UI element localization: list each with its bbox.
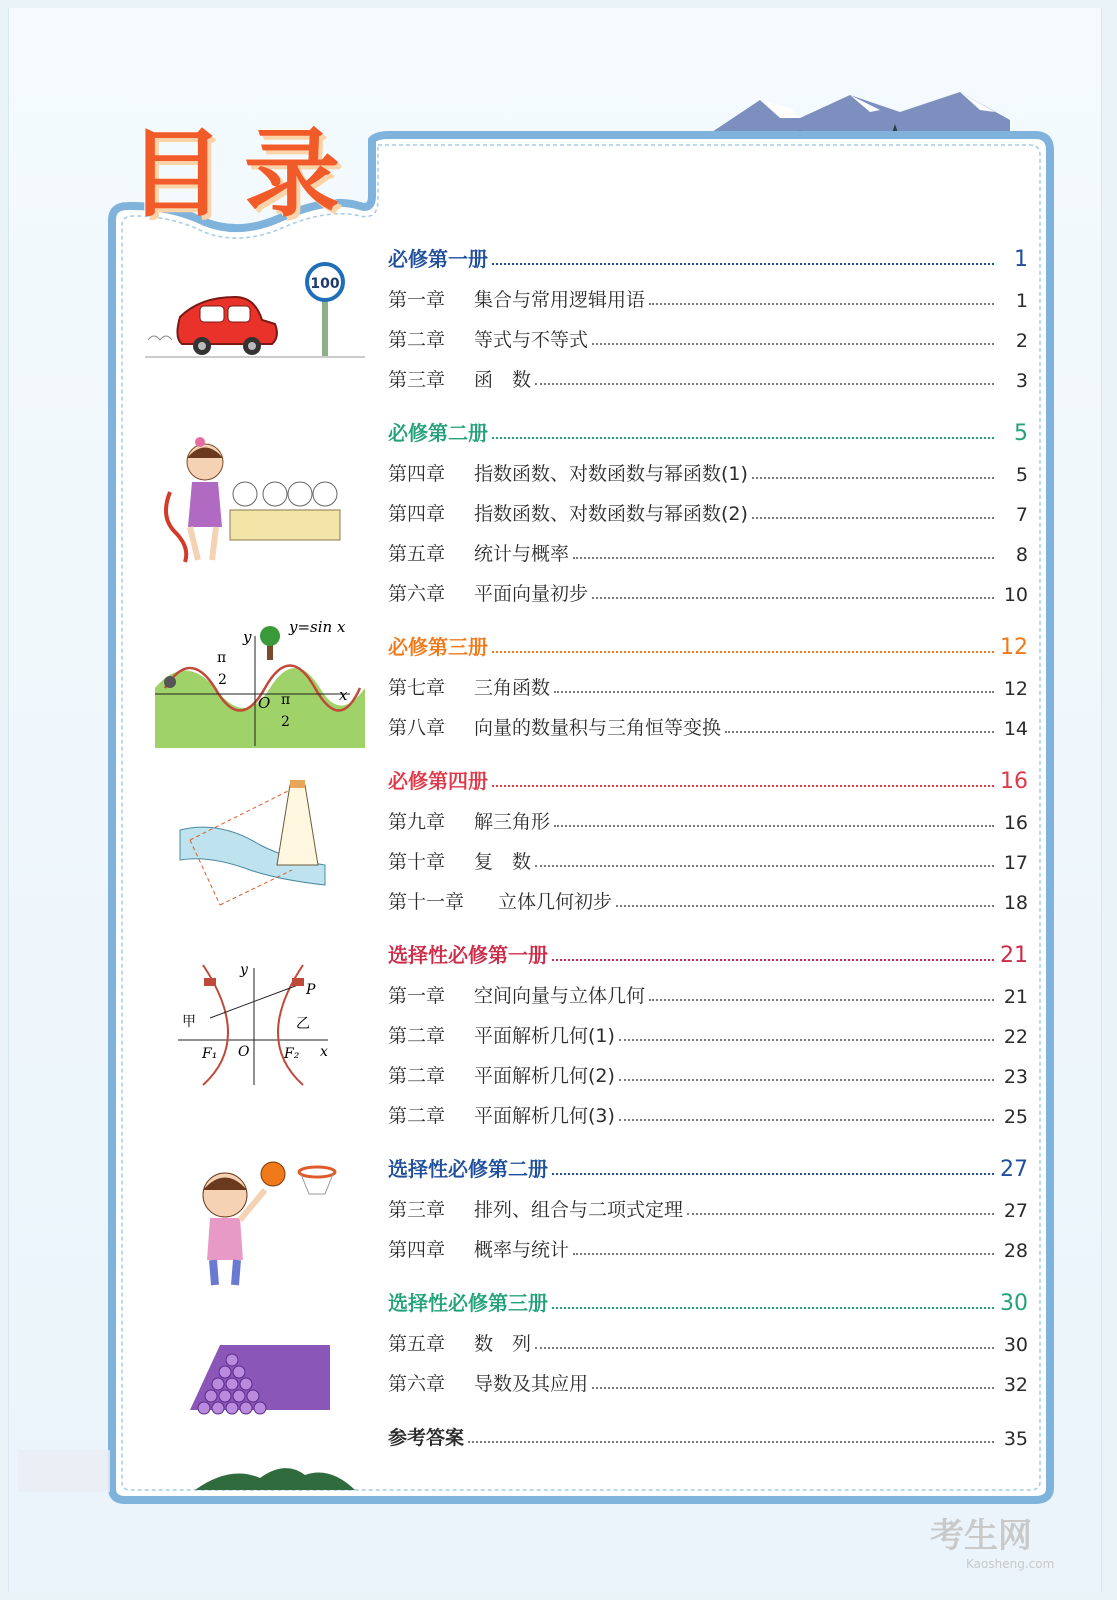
chapter-name: 函 数 xyxy=(474,369,532,391)
chapter-number: 第二章 xyxy=(388,1065,446,1087)
toc-entry[interactable] xyxy=(388,446,1028,486)
toc-section xyxy=(388,406,1028,606)
leader-dots xyxy=(492,263,994,265)
hyperbola-o: O xyxy=(238,1044,250,1060)
toc-section xyxy=(388,232,1028,392)
leader-dots xyxy=(619,1119,994,1121)
toc-section xyxy=(388,1276,1028,1396)
leader-dots xyxy=(573,1253,994,1255)
sine-neg-pi: π xyxy=(217,650,227,666)
chapter-name: 平面解析几何(2) xyxy=(474,1065,615,1087)
toc-answers-entry[interactable] xyxy=(388,1410,1028,1450)
leader-dots xyxy=(535,383,994,385)
toc-section-heading[interactable] xyxy=(388,928,1028,968)
chapter-name: 解三角形 xyxy=(474,811,551,833)
chapter-page: 5 xyxy=(1015,464,1028,486)
chapter-number: 第七章 xyxy=(388,677,446,699)
sine-origin: O xyxy=(258,694,271,712)
chapter-page: 18 xyxy=(1003,892,1028,914)
chapter-page: 2 xyxy=(1015,330,1028,352)
chapter-page: 16 xyxy=(1003,812,1028,834)
section-page: 21 xyxy=(1000,943,1028,968)
toc-entry[interactable] xyxy=(388,794,1028,834)
toc-section xyxy=(388,620,1028,740)
toc-section-heading[interactable] xyxy=(388,754,1028,794)
leader-dots xyxy=(554,825,994,827)
toc-entry[interactable] xyxy=(388,968,1028,1008)
hyperbola-jia: 甲 xyxy=(182,1014,196,1030)
lighthouse-illustration xyxy=(180,780,330,920)
section-page: 1 xyxy=(1014,247,1028,272)
chapter-name: 统计与概率 xyxy=(474,543,570,565)
speed-sign-icon xyxy=(307,264,343,356)
basketball-icon xyxy=(261,1162,285,1186)
leader-dots xyxy=(468,1441,994,1443)
chapter-name: 指数函数、对数函数与幂函数(2) xyxy=(474,503,748,525)
chapter-number: 第九章 xyxy=(388,811,446,833)
chapter-name: 立体几何初步 xyxy=(498,891,613,913)
toc-entry[interactable] xyxy=(388,566,1028,606)
toc-entry[interactable] xyxy=(388,526,1028,566)
toc-section xyxy=(388,1142,1028,1262)
sine-xlabel: x xyxy=(339,686,348,704)
leader-dots xyxy=(616,905,994,907)
chapter-page: 14 xyxy=(1003,718,1028,740)
section-page: 12 xyxy=(1000,635,1028,660)
car-sign-illustration xyxy=(140,262,370,372)
chapter-number: 第六章 xyxy=(388,583,446,605)
chapter-name: 数 列 xyxy=(474,1333,532,1355)
chapter-number: 第一章 xyxy=(388,289,446,311)
chapter-number: 第二章 xyxy=(388,1025,446,1047)
boy-icon xyxy=(203,1173,265,1285)
toc-entry[interactable] xyxy=(388,272,1028,312)
answers-page: 35 xyxy=(1003,1428,1028,1450)
sine-ylabel: y xyxy=(243,628,252,646)
chapter-number: 第五章 xyxy=(388,543,446,565)
girl-lab-illustration xyxy=(160,432,360,572)
section-title: 必修第四册 xyxy=(388,769,488,793)
chapter-name: 平面向量初步 xyxy=(474,583,589,605)
hyperbola-x: x xyxy=(320,1044,328,1060)
section-title: 选择性必修第三册 xyxy=(388,1291,548,1315)
chapter-number: 第五章 xyxy=(388,1333,446,1355)
chapter-number: 第一章 xyxy=(388,985,446,1007)
chapter-number: 第三章 xyxy=(388,369,446,391)
lamps-icon xyxy=(230,482,340,540)
chapter-page: 8 xyxy=(1015,544,1028,566)
toc-entry[interactable] xyxy=(388,660,1028,700)
chapter-page: 1 xyxy=(1015,290,1028,312)
leader-dots xyxy=(725,731,994,733)
page-title: 目录 xyxy=(128,118,360,230)
section-page: 27 xyxy=(1000,1157,1028,1182)
toc-entry[interactable] xyxy=(388,874,1028,914)
chapter-name: 平面解析几何(1) xyxy=(474,1025,615,1047)
chapter-page: 17 xyxy=(1003,852,1028,874)
toc-section-heading[interactable] xyxy=(388,1276,1028,1316)
speed-sign-text: 100 xyxy=(310,276,340,292)
leader-dots xyxy=(649,303,994,305)
leader-dots xyxy=(554,691,994,693)
leader-dots xyxy=(619,1039,994,1041)
toc-entry[interactable] xyxy=(388,1048,1028,1088)
section-title: 选择性必修第一册 xyxy=(388,943,548,967)
leader-dots xyxy=(492,437,994,439)
chapter-name: 导数及其应用 xyxy=(474,1373,589,1395)
chapter-name: 概率与统计 xyxy=(474,1239,570,1261)
toc-entry[interactable] xyxy=(388,1316,1028,1356)
chapter-name: 三角函数 xyxy=(474,677,551,699)
chapter-number: 第十一章 xyxy=(388,891,465,913)
toc-entry[interactable] xyxy=(388,1008,1028,1048)
hyperbola-yi: 乙 xyxy=(296,1016,310,1032)
chapter-number: 第三章 xyxy=(388,1199,446,1221)
section-title: 必修第三册 xyxy=(388,635,488,659)
toc-section xyxy=(388,754,1028,914)
chapter-page: 22 xyxy=(1003,1026,1028,1048)
toc-section-heading[interactable] xyxy=(388,620,1028,660)
section-page: 5 xyxy=(1014,421,1028,446)
chapter-number: 第四章 xyxy=(388,1239,446,1261)
leader-dots xyxy=(592,597,994,599)
section-page: 30 xyxy=(1000,1291,1028,1316)
chapter-page: 10 xyxy=(1003,584,1028,606)
toc-section-heading[interactable] xyxy=(388,232,1028,272)
hoop-icon xyxy=(299,1167,335,1194)
toc-entry[interactable] xyxy=(388,1182,1028,1222)
chapter-number: 第四章 xyxy=(388,503,446,525)
chapter-number: 第二章 xyxy=(388,1105,446,1127)
chapter-name: 复 数 xyxy=(474,851,532,873)
sine-neg-two: 2 xyxy=(218,672,227,688)
toc-entry[interactable] xyxy=(388,486,1028,526)
chapter-name: 集合与常用逻辑用语 xyxy=(474,289,646,311)
sine-graph-illustration xyxy=(155,618,365,748)
leader-dots xyxy=(752,517,994,519)
leader-dots xyxy=(573,557,994,559)
chapter-number: 第四章 xyxy=(388,463,446,485)
section-page: 16 xyxy=(1000,769,1028,794)
leader-dots xyxy=(535,1347,994,1349)
chapter-page: 25 xyxy=(1003,1106,1028,1128)
toc-entry[interactable] xyxy=(388,1088,1028,1128)
hyperbola-y: y xyxy=(240,962,248,978)
watermark-url: Kaosheng.com xyxy=(966,1557,1055,1571)
hyperbola-p: P xyxy=(306,982,316,998)
chapter-name: 等式与不等式 xyxy=(474,329,589,351)
toc-entry[interactable] xyxy=(388,1356,1028,1396)
hyperbola-illustration xyxy=(178,960,348,1090)
leader-dots xyxy=(492,651,994,653)
leader-dots xyxy=(552,959,994,961)
chapter-page: 12 xyxy=(1003,678,1028,700)
chapter-number: 第六章 xyxy=(388,1373,446,1395)
sine-two: 2 xyxy=(281,714,290,730)
chapter-name: 向量的数量积与三角恒等变换 xyxy=(474,717,722,739)
leader-dots xyxy=(535,865,994,867)
toc-section-heading[interactable] xyxy=(388,406,1028,446)
sine-curve-label: y=sin x xyxy=(289,618,346,636)
section-title: 必修第二册 xyxy=(388,421,488,445)
chapter-page: 21 xyxy=(1003,986,1028,1008)
toc-entry[interactable] xyxy=(388,834,1028,874)
chapter-name: 指数函数、对数函数与幂函数(1) xyxy=(474,463,748,485)
leader-dots xyxy=(592,1387,994,1389)
sine-pi: π xyxy=(281,692,291,708)
toc-section-heading[interactable] xyxy=(388,1142,1028,1182)
leader-dots xyxy=(687,1213,994,1215)
leader-dots xyxy=(649,999,994,1001)
basketball-illustration xyxy=(185,1160,345,1290)
table-of-contents xyxy=(388,232,1028,1450)
chapter-page: 7 xyxy=(1015,504,1028,526)
hyperbola-f1: F₁ xyxy=(202,1046,218,1062)
leader-dots xyxy=(552,1173,994,1175)
toc-entry[interactable] xyxy=(388,352,1028,392)
leader-dots xyxy=(619,1079,994,1081)
answers-label: 参考答案 xyxy=(388,1427,465,1449)
leader-dots xyxy=(592,343,994,345)
girl-icon xyxy=(166,437,223,562)
chapter-number: 第二章 xyxy=(388,329,446,351)
chapter-page: 23 xyxy=(1003,1066,1028,1088)
toc-entry[interactable] xyxy=(388,312,1028,352)
leader-dots xyxy=(492,785,994,787)
chapter-number: 第八章 xyxy=(388,717,446,739)
leader-dots xyxy=(552,1307,994,1309)
toc-entry[interactable] xyxy=(388,700,1028,740)
chapter-page: 30 xyxy=(1003,1334,1028,1356)
leader-dots xyxy=(752,477,994,479)
pipes-stack-illustration xyxy=(190,1340,340,1420)
hyperbola-f2: F₂ xyxy=(284,1046,300,1062)
chapter-page: 3 xyxy=(1015,370,1028,392)
chapter-page: 27 xyxy=(1003,1200,1028,1222)
watermark-brand: 考生网 xyxy=(930,1516,1032,1556)
chapter-number: 第十章 xyxy=(388,851,446,873)
chapter-name: 平面解析几何(3) xyxy=(474,1105,615,1127)
car-icon xyxy=(148,297,277,355)
watermark xyxy=(930,1508,1054,1571)
section-title: 必修第一册 xyxy=(388,247,488,271)
chapter-name: 空间向量与立体几何 xyxy=(474,985,646,1007)
chapter-page: 32 xyxy=(1003,1374,1028,1396)
chapter-name: 排列、组合与二项式定理 xyxy=(474,1199,684,1221)
toc-section xyxy=(388,928,1028,1128)
chapter-page: 28 xyxy=(1003,1240,1028,1262)
toc-entry[interactable] xyxy=(388,1222,1028,1262)
section-title: 选择性必修第二册 xyxy=(388,1157,548,1181)
